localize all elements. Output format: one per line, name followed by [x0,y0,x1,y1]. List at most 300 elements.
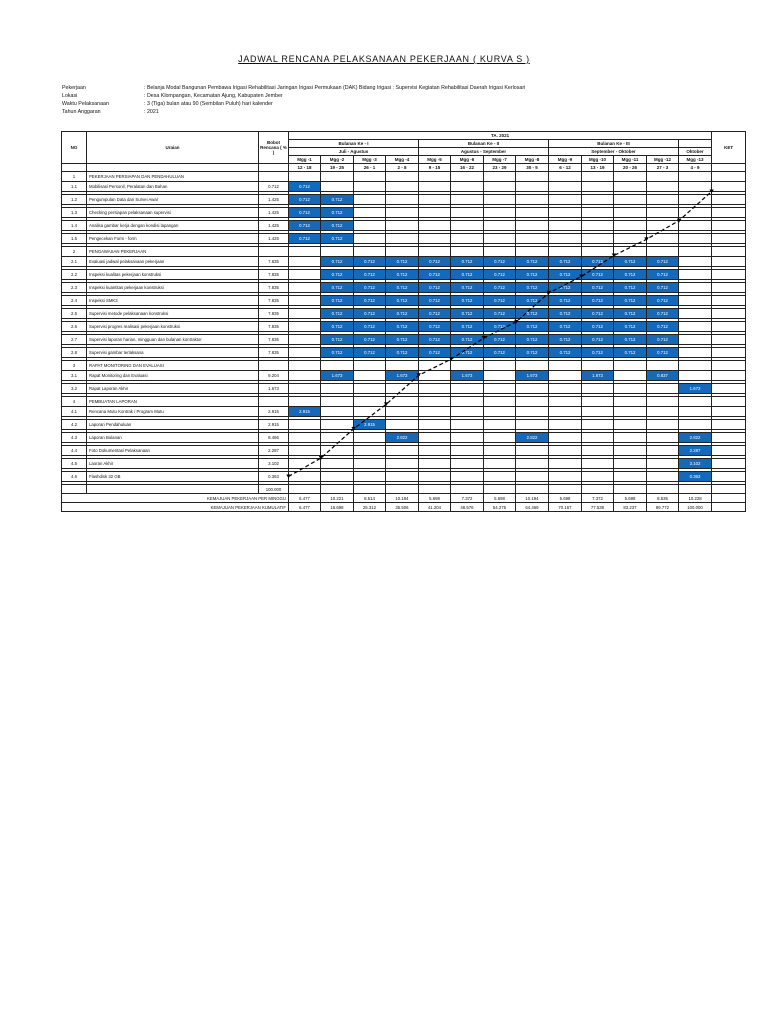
schedule-bar: 0.712 [289,234,321,244]
total-empty [321,485,354,494]
week-cell [354,172,386,182]
week-cell [419,195,451,205]
weekly-progress-value: 10.194 [516,494,549,503]
row-uraian: Supervisi progres realisasi pekerjaan konstruksi [87,322,259,332]
row-no: 2.2 [62,270,87,280]
schedule-bar: 0.712 [647,296,679,306]
table-row [62,195,746,205]
header-date: 4 - 9 [679,164,712,172]
week-cell [484,420,516,430]
schedule-bar: 0.712 [386,257,419,267]
info-row-lokasi: Lokasi : Desa Klompangan, Kecamatan Ajung, Kabupaten Jember [62,93,283,100]
schedule-bar: 0.837 [647,371,679,381]
weekly-progress-value: 6.477 [289,494,321,503]
row-bobot: 7.835 [259,296,289,306]
table-row [62,270,746,280]
schedule-bar: 0.712 [354,322,386,332]
row-bobot: 2.915 [259,420,289,430]
row-ket [712,472,746,482]
header-ket: KET [712,132,746,164]
week-cell [289,296,321,306]
week-cell [289,433,321,443]
weekly-progress-value: 7.372 [582,494,614,503]
schedule-bar: 0.712 [614,309,647,319]
total-empty [549,485,582,494]
week-cell [289,384,321,394]
row-no: 3.2 [62,384,87,394]
header-date: 26 - 1 [354,164,386,172]
header-week: Mgg -3 [354,156,386,164]
week-cell [679,208,712,218]
week-cell [321,472,354,482]
schedule-bar: 0.712 [386,322,419,332]
week-cell [679,221,712,231]
header-bobot: Bobot Rencana ( % ) [259,132,289,164]
week-cell [289,459,321,469]
week-cell [679,247,712,257]
row-no: 4.6 [62,472,87,482]
row-no: 4.3 [62,433,87,443]
week-cell [549,247,582,257]
row-no: 4.5 [62,459,87,469]
week-cell [614,361,647,371]
week-cell [386,234,419,244]
week-cell [549,384,582,394]
schedule-bar: 0.712 [386,270,419,280]
schedule-bar: 0.712 [647,270,679,280]
info-row-tahun: Tahun Anggaran : 2021 [62,109,159,116]
week-cell [549,397,582,407]
week-cell [647,208,679,218]
header-date: 6 - 12 [549,164,582,172]
week-cell [679,257,712,267]
row-no: 4.2 [62,420,87,430]
schedule-bar: 0.712 [321,221,354,231]
weekly-progress-value: 7.372 [451,494,484,503]
row-bobot [259,247,289,257]
week-cell [614,182,647,192]
cumulative-progress-ket [712,503,746,512]
week-cell [289,257,321,267]
week-cell [321,361,354,371]
schedule-bar: 0.712 [549,322,582,332]
schedule-bar: 2.915 [289,407,321,417]
section-row [62,361,746,371]
week-cell [647,420,679,430]
total-empty [712,485,746,494]
week-cell [614,234,647,244]
header-date: 23 - 29 [484,164,516,172]
weekly-progress-ket [712,494,746,503]
cumulative-progress-value: 48.576 [451,503,484,512]
schedule-bar: 0.712 [321,309,354,319]
week-cell [451,208,484,218]
week-cell [647,446,679,456]
row-ket [712,182,746,192]
week-cell [321,397,354,407]
week-cell [354,433,386,443]
week-cell [582,172,614,182]
week-cell [386,397,419,407]
schedule-bar: 0.712 [647,283,679,293]
header-filler [87,164,259,172]
schedule-bar: 0.712 [614,335,647,345]
schedule-bar: 0.712 [484,309,516,319]
schedule-bar: 0.712 [614,322,647,332]
week-cell [582,234,614,244]
schedule-bar: 0.712 [321,257,354,267]
schedule-bar: 0.712 [289,208,321,218]
schedule-bar: 0.712 [614,270,647,280]
table-row [62,472,746,482]
week-cell [679,371,712,381]
row-no: 2.4 [62,296,87,306]
schedule-bar: 0.712 [386,309,419,319]
week-cell [614,384,647,394]
schedule-bar: 1.673 [386,371,419,381]
schedule-bar: 0.712 [516,296,549,306]
schedule-bar: 3.102 [679,459,712,469]
total-empty [87,485,259,494]
schedule-bar: 0.712 [419,348,451,358]
row-no: 1.3 [62,208,87,218]
week-cell [386,361,419,371]
week-cell [354,195,386,205]
total-row [62,485,746,494]
week-cell [647,361,679,371]
week-cell [289,446,321,456]
week-cell [451,420,484,430]
row-uraian: Pengecekan Form - form [87,234,259,244]
week-cell [647,195,679,205]
row-ket [712,322,746,332]
header-week: Mgg -7 [484,156,516,164]
header-week: Mgg -9 [549,156,582,164]
schedule-bar: 0.712 [451,322,484,332]
table-row [62,446,746,456]
weekly-progress-value: 10.194 [386,494,419,503]
row-uraian: Foto Dokumentasi Pelaksanaan [87,446,259,456]
schedule-bar: 0.712 [419,257,451,267]
row-ket [712,208,746,218]
week-cell [419,208,451,218]
week-cell [516,221,549,231]
week-cell [354,371,386,381]
info-row-pekerjaan: Pekerjaan : Belanja Modal Bangunan Pembawa Irigasi Rehabilitasi Jaringan Irigasi Permukaan (DAK) Bidang Irigasi : Supervisi Kegiatan Rehabilitasi Daerah Irigasi Kerlosari [62,85,526,91]
week-cell [419,247,451,257]
week-cell [451,397,484,407]
week-cell [386,182,419,192]
row-ket [712,371,746,381]
header-bulan: Bulanan Ke - II [419,140,549,148]
schedule-bar: 0.712 [549,257,582,267]
row-uraian: Checking persiapan pelaksanaan supervisi [87,208,259,218]
schedule-bar: 0.712 [419,296,451,306]
week-cell [451,459,484,469]
schedule-bar: 0.712 [321,335,354,345]
week-cell [289,309,321,319]
schedule-bar: 0.712 [549,283,582,293]
week-cell [386,208,419,218]
row-uraian: Flashdisk 32 GB [87,472,259,482]
total-empty [647,485,679,494]
schedule-bar: 1.673 [516,371,549,381]
row-uraian: Inspeksi SMK3 [87,296,259,306]
table-row [62,309,746,319]
week-cell [354,247,386,257]
row-bobot: 7.835 [259,270,289,280]
week-cell [582,247,614,257]
schedule-bar: 0.712 [582,283,614,293]
schedule-bar: 0.712 [354,283,386,293]
weekly-progress-label: KEMAJUAN PEKERJAAN PER MINGGU [62,494,289,503]
week-cell [679,322,712,332]
row-bobot: 7.835 [259,335,289,345]
week-cell [484,208,516,218]
project-info [62,84,525,116]
week-cell [679,270,712,280]
row-no: 2.7 [62,335,87,345]
week-cell [386,459,419,469]
schedule-bar: 0.712 [321,195,354,205]
header-date: 2 - 8 [386,164,419,172]
row-uraian: Supervisi laporan harian, mingguan dan bulanan kontraktor [87,335,259,345]
row-no: 2.6 [62,322,87,332]
week-cell [289,397,321,407]
week-cell [419,371,451,381]
week-cell [484,371,516,381]
week-cell [647,234,679,244]
row-bobot: 8.466 [259,433,289,443]
week-cell [386,472,419,482]
header-week: Mgg -2 [321,156,354,164]
week-cell [679,361,712,371]
week-cell [516,420,549,430]
row-uraian: PEKERJAAN PERSIAPAN DAN PENDAHULUAN [87,172,259,182]
week-cell [451,407,484,417]
schedule-bar: 0.712 [549,309,582,319]
row-uraian: Analisa gambar kerja dengan kondisi lapangan [87,221,259,231]
week-cell [419,459,451,469]
total-empty [386,485,419,494]
row-uraian: Inspeksi kualitas pekerjaan konstruksi [87,270,259,280]
table-row [62,208,746,218]
header-date: 13 - 19 [582,164,614,172]
row-bobot: 7.835 [259,348,289,358]
row-no: 1.1 [62,182,87,192]
schedule-bar: 0.712 [419,270,451,280]
header-no: NO [62,132,87,164]
week-cell [614,208,647,218]
row-bobot: 9.204 [259,371,289,381]
week-cell [516,361,549,371]
table-row [62,407,746,417]
week-cell [614,195,647,205]
table-row [62,384,746,394]
week-cell [516,208,549,218]
schedule-bar: 1.673 [582,371,614,381]
schedule-bar: 2.822 [386,433,419,443]
schedule-bar: 0.712 [516,283,549,293]
schedule-bar: 0.712 [321,348,354,358]
week-cell [614,433,647,443]
schedule-bar: 0.712 [484,270,516,280]
week-cell [321,407,354,417]
row-bobot: 0.712 [259,182,289,192]
cumulative-progress-value: 89.772 [647,503,679,512]
week-cell [386,195,419,205]
week-cell [386,247,419,257]
schedule-bar: 0.712 [516,257,549,267]
week-cell [549,420,582,430]
header-uraian: Uraian [87,132,259,164]
week-cell [549,195,582,205]
total-empty [354,485,386,494]
week-cell [647,472,679,482]
schedule-bar: 0.363 [679,472,712,482]
cumulative-progress-value: 54.275 [484,503,516,512]
total-bobot: 100.000 [259,485,289,494]
schedule-bar: 0.712 [647,335,679,345]
week-cell [614,397,647,407]
header-bulan: Bulanan Ke - I [289,140,419,148]
schedule-bar: 0.712 [451,296,484,306]
row-bobot: 7.835 [259,309,289,319]
week-cell [549,172,582,182]
header-filler [712,164,746,172]
row-uraian: Rapat Monitoring dan Evaluasi [87,371,259,381]
week-cell [582,221,614,231]
row-ket [712,433,746,443]
schedule-bar: 0.712 [549,296,582,306]
week-cell [451,234,484,244]
schedule-bar: 0.712 [451,335,484,345]
schedule-bar: 0.712 [354,270,386,280]
row-bobot: 1.673 [259,384,289,394]
week-cell [647,182,679,192]
row-uraian: Laoran Akhir [87,459,259,469]
header-week: Mgg -13 [679,156,712,164]
week-cell [289,270,321,280]
header-week: Mgg -11 [614,156,647,164]
week-cell [582,446,614,456]
schedule-bar: 0.712 [484,296,516,306]
schedule-bar: 0.712 [354,296,386,306]
week-cell [484,459,516,469]
schedule-bar: 0.712 [321,322,354,332]
row-bobot: 2.915 [259,407,289,417]
schedule-bar: 0.712 [321,283,354,293]
week-cell [419,472,451,482]
cumulative-progress-value: 6.477 [289,503,321,512]
info-row-waktu: Waktu Pelaksanaan : 3 (Tiga) bulan atau 90 (Sembilan Puluh) hari kalender [62,101,273,108]
header-week: Mgg -8 [516,156,549,164]
total-empty [451,485,484,494]
week-cell [484,361,516,371]
schedule-bar: 0.712 [354,257,386,267]
schedule-bar: 0.712 [289,195,321,205]
week-cell [354,384,386,394]
total-empty [516,485,549,494]
schedule-bar: 1.673 [451,371,484,381]
schedule-bar: 0.712 [549,335,582,345]
row-uraian: PENGAWASAN PEKERJAAN [87,247,259,257]
table-row [62,459,746,469]
schedule-bar: 0.712 [582,309,614,319]
weekly-progress-value: 8.614 [354,494,386,503]
schedule-bar: 0.712 [484,335,516,345]
week-cell [484,182,516,192]
row-bobot [259,397,289,407]
row-no: 1.5 [62,234,87,244]
table-row [62,433,746,443]
row-ket [712,361,746,371]
week-cell [647,172,679,182]
row-ket [712,348,746,358]
week-cell [321,446,354,456]
schedule-bar: 0.712 [451,348,484,358]
week-cell [582,472,614,482]
row-bobot: 0.363 [259,472,289,482]
header-date: 9 - 15 [419,164,451,172]
row-bobot: 7.835 [259,257,289,267]
row-bobot: 1.425 [259,221,289,231]
row-no: 1 [62,172,87,182]
week-cell [451,472,484,482]
week-cell [321,433,354,443]
week-cell [549,234,582,244]
week-cell [484,397,516,407]
week-cell [614,247,647,257]
weekly-progress-value: 10.221 [321,494,354,503]
row-no: 3.1 [62,371,87,381]
week-cell [614,407,647,417]
header-date: 27 - 3 [647,164,679,172]
row-no: 2.8 [62,348,87,358]
week-cell [289,322,321,332]
header-bulan: Bulanan Ke - III [549,140,679,148]
total-empty [679,485,712,494]
week-cell [549,407,582,417]
week-cell [647,221,679,231]
week-cell [386,384,419,394]
week-cell [484,407,516,417]
week-cell [549,459,582,469]
header-period: Juli - Agustus [289,148,419,156]
row-uraian: Rencana Mutu Kontrak / Program Mutu [87,407,259,417]
row-no: 2.3 [62,283,87,293]
week-cell [516,234,549,244]
week-cell [516,446,549,456]
schedule-bar: 0.712 [354,309,386,319]
cumulative-progress-value: 41.204 [419,503,451,512]
row-bobot [259,361,289,371]
row-no: 4.4 [62,446,87,456]
schedule-bar: 0.712 [484,283,516,293]
total-empty [62,485,87,494]
row-uraian: Rapat Laporan Akhir [87,384,259,394]
week-cell [582,397,614,407]
row-uraian: Laporan Bulanan [87,433,259,443]
week-cell [582,459,614,469]
row-uraian: RAPAT MONITORING DAN EVALUASI [87,361,259,371]
week-cell [484,247,516,257]
row-uraian: Supervisi gambar terlaksana [87,348,259,358]
section-row [62,397,746,407]
header-period: September - Oktober [549,148,679,156]
schedule-bar: 0.712 [614,348,647,358]
week-cell [289,348,321,358]
